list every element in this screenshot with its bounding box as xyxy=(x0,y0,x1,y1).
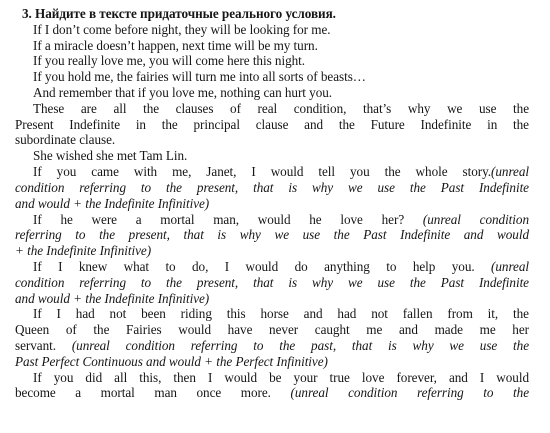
item-5-line-2 xyxy=(15,385,529,401)
explanation-text-1: These are all the clauses of real condition, that’s why we use the xyxy=(33,100,529,116)
item-5-line-1-text: If you did all this, then I would be your true love forever, and I would xyxy=(33,369,529,385)
item-2-line-1 xyxy=(33,212,529,228)
item-1-line-3: and would + the Indefinite Infinitive) xyxy=(15,195,210,211)
item-3-sentence: If I knew what to do, I would do anything to help you. xyxy=(33,258,475,274)
item-2-line-2-text: referring to the present, that is why we use the Past Indefinite and would xyxy=(15,227,529,243)
item-3-line-1 xyxy=(33,259,529,275)
item-1-line-1 xyxy=(33,164,529,180)
item-4-line-1-text: If I had not been riding this horse and had not fallen from it, the xyxy=(33,306,529,322)
item-1-note-start: (unreal xyxy=(491,164,529,180)
example-3: If you really love me, you will come here this night. xyxy=(33,53,306,69)
explanation-text-2: Present Indefinite in the principal clause and the Future Indefinite in the xyxy=(15,116,529,132)
exercise-heading: 3. Найдите в тексте придаточные реального условия. xyxy=(22,6,336,21)
item-5-note-start: (unreal condition referring to the xyxy=(290,385,529,401)
item-2-sentence: If he were a mortal man, would he love her? xyxy=(33,211,405,227)
item-5-line-1 xyxy=(33,370,529,386)
wished-sentence: She wished she met Tam Lin. xyxy=(33,148,188,164)
item-4-line-3-text xyxy=(15,338,529,354)
explanation-line-3: subordinate clause. xyxy=(15,132,116,148)
item-3-line-2 xyxy=(15,275,529,291)
item-3-note-start: (unreal xyxy=(491,258,529,274)
item-2-line-1-text xyxy=(33,212,529,228)
item-5-line-2-text xyxy=(15,385,529,401)
example-2: If a miracle doesn’t happen, next time will be my turn. xyxy=(33,37,318,53)
example-1: If I don’t come before night, they will be looking for me. xyxy=(33,21,331,37)
example-4: If you hold me, the fairies will turn me into all sorts of beasts… xyxy=(33,69,366,85)
item-1-sentence: If you came with me, Janet, I would tell you the whole story. xyxy=(33,164,492,180)
item-4-line-2-text: Queen of the Fairies would have never caught me and made me her xyxy=(15,322,529,338)
item-2-note-start: (unreal condition xyxy=(422,211,530,227)
item-3-line-1-text xyxy=(33,259,529,275)
item-2-line-2 xyxy=(15,227,529,243)
item-2-line-3: + the Indefinite Infinitive) xyxy=(15,243,152,259)
explanation-line-1 xyxy=(33,101,529,117)
item-4-sentence-end: servant. xyxy=(15,337,56,353)
item-5-sentence-end: become a mortal man once more. xyxy=(15,385,271,401)
explanation-line-2 xyxy=(15,117,529,133)
item-4-line-2 xyxy=(15,322,529,338)
item-4-line-1 xyxy=(33,306,529,322)
item-4-line-4: Past Perfect Continuous and would + the Perfect Infinitive) xyxy=(15,353,328,369)
item-1-line-2 xyxy=(15,180,529,196)
item-1-line-2-text: condition referring to the present, that is why we use the Past Indefinite xyxy=(15,179,529,195)
item-3-line-3: and would + the Indefinite Infinitive) xyxy=(15,290,210,306)
item-4-line-3 xyxy=(15,338,529,354)
example-5: And remember that if you love me, nothing can hurt you. xyxy=(33,85,333,101)
item-4-note-start: (unreal condition referring to the past, that is why we use the xyxy=(71,337,530,353)
item-3-line-2-text: condition referring to the present, that is why we use the Past Indefinite xyxy=(15,274,529,290)
item-1-line-1-text xyxy=(33,164,529,180)
